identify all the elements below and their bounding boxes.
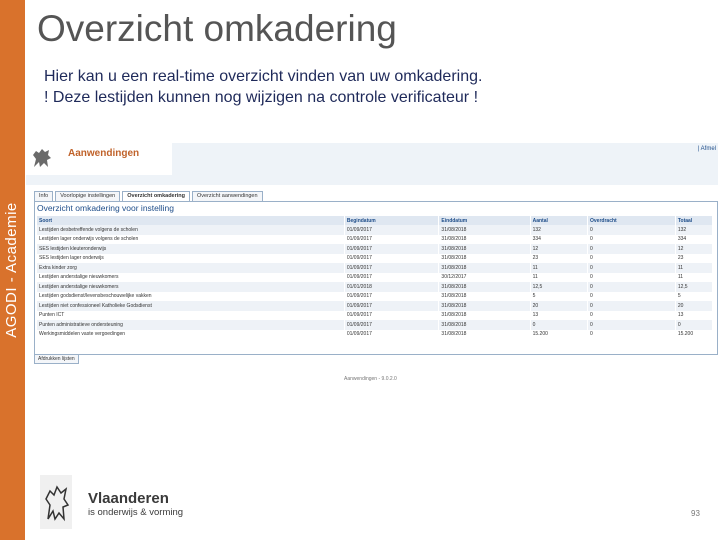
table-cell: Lestijden anderstalige nieuwkomers [37, 282, 344, 292]
table-cell: 5 [675, 292, 712, 302]
table-cell: 01/09/2017 [344, 235, 439, 245]
app-header-band [172, 143, 718, 175]
table-cell: 31/08/2018 [439, 225, 530, 235]
app-title: Aanwendingen [68, 148, 140, 159]
table-cell: Lestijden niet confessioneel Katholieke Godsdienst [37, 301, 344, 311]
omkadering-panel [34, 201, 718, 355]
omkadering-table [37, 216, 713, 339]
table-cell: 13 [530, 311, 587, 321]
table-cell: 12 [530, 244, 587, 254]
table-cell: 0 [588, 320, 676, 330]
table-cell: 0 [588, 330, 676, 340]
table-cell: 0 [588, 311, 676, 321]
sidebar-band [0, 0, 25, 540]
table-cell: 12,5 [675, 282, 712, 292]
tab-bar [34, 191, 263, 201]
table-cell: 0 [588, 282, 676, 292]
subtitle-line-2: ! Deze lestijden kunnen nog wijzigen na controle verificateur ! [44, 89, 479, 106]
tab-2[interactable]: Overzicht omkadering [122, 191, 190, 202]
table-cell: Punten administratieve ondersteuning [37, 320, 344, 330]
page-title: Overzicht omkadering [37, 8, 397, 49]
table-cell: Lestijden anderstalige nieuwkomers [37, 273, 344, 283]
table-cell: 31/08/2018 [439, 244, 530, 254]
table-cell: 01/09/2017 [344, 263, 439, 273]
table-row [37, 311, 713, 321]
table-cell: 31/08/2018 [439, 311, 530, 321]
table-cell: Lestijden lager onderwijs volgens de scholen [37, 235, 344, 245]
table-cell: 12 [675, 244, 712, 254]
table-row [37, 244, 713, 254]
column-header[interactable]: Soort [37, 216, 344, 225]
table-cell: 30/12/2017 [439, 273, 530, 283]
table-cell: 0 [588, 263, 676, 273]
table-cell: 20 [675, 301, 712, 311]
tab-0[interactable]: Info [34, 191, 53, 202]
table-cell: 01/09/2017 [344, 320, 439, 330]
table-cell: 23 [675, 254, 712, 264]
table-cell: Werkingsmiddelen vaste vergoedingen [37, 330, 344, 340]
table-cell: 31/08/2018 [439, 254, 530, 264]
table-row [37, 254, 713, 264]
table-cell: SES lestijden kleuteronderwijs [37, 244, 344, 254]
table-cell: 01/09/2017 [344, 311, 439, 321]
table-cell: 01/09/2017 [344, 225, 439, 235]
app-nav-bar [26, 175, 718, 185]
table-cell: 11 [675, 263, 712, 273]
column-header[interactable]: Einddatum [439, 216, 530, 225]
table-cell: 0 [588, 254, 676, 264]
table-cell: 31/08/2018 [439, 301, 530, 311]
app-footer-version: Aanwendingen - 9.0.2.0 [344, 376, 397, 382]
column-header[interactable]: Begindatum [344, 216, 439, 225]
table-cell: 23 [530, 254, 587, 264]
table-cell: 01/09/2017 [344, 254, 439, 264]
table-cell: 31/08/2018 [439, 263, 530, 273]
app-header [26, 143, 718, 176]
table-cell: SES lestijden lager onderwijs [37, 254, 344, 264]
page-number: 93 [691, 509, 700, 518]
table-row [37, 282, 713, 292]
table-cell: 13 [675, 311, 712, 321]
table-cell: 11 [530, 263, 587, 273]
table-cell: 01/01/2018 [344, 282, 439, 292]
table-row [37, 273, 713, 283]
table-cell: 20 [530, 301, 587, 311]
table-cell: 334 [530, 235, 587, 245]
table-row [37, 320, 713, 330]
table-cell: 01/09/2017 [344, 330, 439, 340]
table-cell: 01/09/2017 [344, 301, 439, 311]
table-cell: 0 [588, 301, 676, 311]
table-cell: 0 [588, 292, 676, 302]
table-cell: 0 [588, 273, 676, 283]
logout-link[interactable]: | Afmel [697, 146, 716, 152]
table-row [37, 330, 713, 340]
table-cell: Extra kinder zorg [37, 263, 344, 273]
table-cell: 132 [675, 225, 712, 235]
table-cell: 0 [675, 320, 712, 330]
table-cell: Punten ICT [37, 311, 344, 321]
table-cell: 0 [530, 320, 587, 330]
table-cell: 11 [530, 273, 587, 283]
table-cell: 0 [588, 235, 676, 245]
table-cell: 0 [588, 225, 676, 235]
table-cell: 01/09/2017 [344, 292, 439, 302]
table-cell: 11 [675, 273, 712, 283]
table-cell: 31/08/2018 [439, 235, 530, 245]
flemish-lion-icon [28, 145, 54, 171]
table-cell: 15.200 [675, 330, 712, 340]
table-cell: 5 [530, 292, 587, 302]
table-cell: Lestijden godsdienst/levensbeschouwelijke vakken [37, 292, 344, 302]
table-cell: Lestijden desbetreffende volgens de scholen [37, 225, 344, 235]
table-cell: 01/09/2017 [344, 273, 439, 283]
vlaanderen-lion-icon [40, 475, 72, 529]
table-row [37, 301, 713, 311]
table-cell: 15.200 [530, 330, 587, 340]
table-row [37, 225, 713, 235]
table-row [37, 235, 713, 245]
table-cell: 01/09/2017 [344, 244, 439, 254]
print-lists-button[interactable]: Afdrukken lijsten [34, 354, 79, 364]
table-cell: 31/08/2018 [439, 320, 530, 330]
table-cell: 12,5 [530, 282, 587, 292]
subtitle-line-1: Hier kan u een real-time overzicht vinden van uw omkadering. [44, 68, 483, 85]
subtitle [44, 66, 482, 108]
table-cell: 132 [530, 225, 587, 235]
vlaanderen-name: Vlaanderen [88, 490, 169, 507]
column-header[interactable]: Aantal [530, 216, 587, 225]
panel-title: Overzicht omkadering voor instelling [37, 203, 175, 213]
table-cell: 31/08/2018 [439, 330, 530, 340]
table-header-row [37, 216, 713, 225]
vlaanderen-tagline: is onderwijs & vorming [88, 507, 184, 518]
application-screenshot [26, 143, 718, 400]
tab-3[interactable]: Overzicht aanwendingen [192, 191, 263, 202]
table-row [37, 292, 713, 302]
table-cell: 334 [675, 235, 712, 245]
sidebar-label: AGODI - Academie [3, 202, 20, 338]
table-body [37, 225, 713, 339]
table-row [37, 263, 713, 273]
table-cell: 0 [588, 244, 676, 254]
table-cell: 31/08/2018 [439, 282, 530, 292]
tab-1[interactable]: Voorlopige instellingen [55, 191, 120, 202]
table-cell: 31/08/2018 [439, 292, 530, 302]
column-header[interactable]: Overdracht [588, 216, 676, 225]
column-header[interactable]: Totaal [675, 216, 712, 225]
